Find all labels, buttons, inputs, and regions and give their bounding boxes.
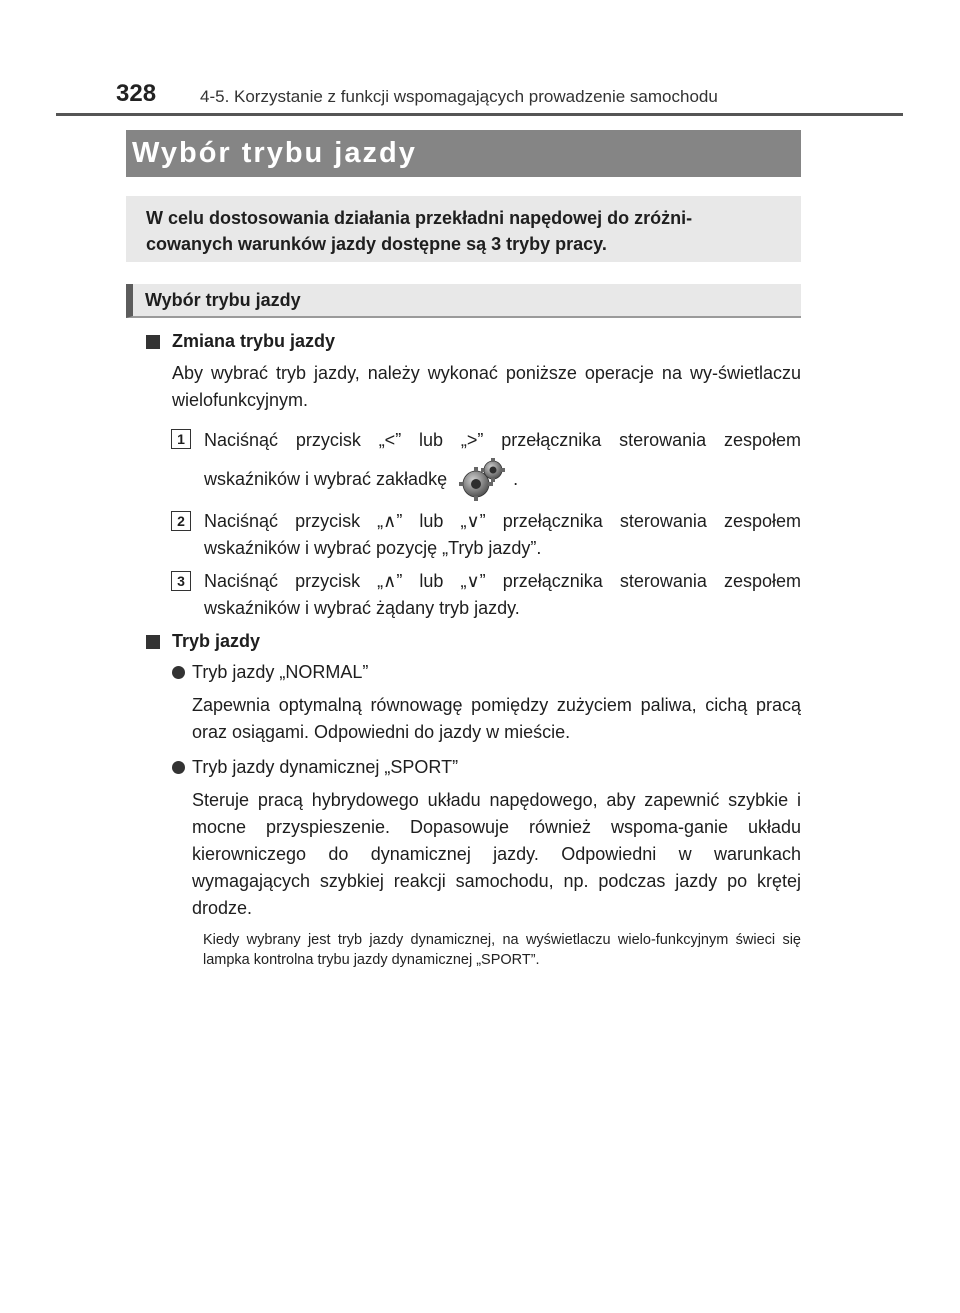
step-3 bbox=[177, 568, 801, 622]
main-content bbox=[145, 326, 801, 970]
running-head: 4-5. Korzystanie z funkcji wspomagających prowadzenie samochodu bbox=[200, 87, 718, 106]
mode-sport-description: Steruje pracą hybrydowego układu napędowego, aby zapewnić szybkie i mocne przyspieszenie. Dopasowuje również wspoma-ganie układu kierowniczego do dynamicznej jazdy. Odpowiedni w warunkach wymagających szybkiej reakcji samochodu, np. podczas jazdy po krętej drodze. bbox=[192, 790, 801, 918]
step-1-text: Naciśnąć przycisk „<” lub „>” przełącznika sterowania zespołem wskaźników i wybrać zakładkę bbox=[204, 430, 801, 489]
step-1-text-end: . bbox=[513, 468, 519, 489]
step-1 bbox=[177, 422, 801, 502]
header-rule bbox=[56, 113, 903, 116]
mode-name: Tryb jazdy dynamicznej „SPORT” bbox=[192, 757, 459, 777]
step-2-text: Naciśnąć przycisk „∧” lub „∨” przełącznika sterowania zespołem wskaźników i wybrać pozycję „Tryb jazdy”. bbox=[204, 511, 801, 558]
intro-box bbox=[126, 196, 801, 262]
page-number: 328 bbox=[116, 80, 157, 107]
step-number-1: 1 bbox=[171, 429, 191, 449]
mode-normal bbox=[192, 659, 801, 686]
step-2 bbox=[177, 508, 801, 562]
mode-normal-description: Zapewnia optymalną równowagę pomiędzy zużyciem paliwa, cichą pracą oraz osiągami. Odpowiedni do jazdy w mieście. bbox=[192, 695, 801, 742]
section-heading-drive-mode bbox=[145, 628, 801, 655]
bullet-icon bbox=[172, 761, 185, 774]
sport-mode-note: Kiedy wybrany jest tryb jazdy dynamicznej, na wyświetlaczu wielo-funkcyjnym świeci się lampka kontrolna trybu jazdy dynamicznej „SPORT”. bbox=[203, 932, 801, 968]
bullet-icon bbox=[172, 666, 185, 679]
step-number-2: 2 bbox=[171, 511, 191, 531]
step-number-3: 3 bbox=[171, 571, 191, 591]
mode-name: Tryb jazdy „NORMAL” bbox=[192, 662, 369, 682]
step-3-text: Naciśnąć przycisk „∧” lub „∨” przełącznika sterowania zespołem wskaźników i wybrać żądany tryb jazdy. bbox=[204, 571, 801, 618]
subsection-title: Wybór trybu jazdy bbox=[126, 284, 801, 318]
intro-line-2: cowanych warunków jazdy dostępne są 3 tryby pracy. bbox=[146, 234, 607, 254]
change-mode-text: Aby wybrać tryb jazdy, należy wykonać poniższe operacje na wy-świetlaczu wielofunkcyjnym. bbox=[172, 363, 801, 410]
gear-icon bbox=[457, 458, 505, 502]
intro-line-1: W celu dostosowania działania przekładni napędowej do zróżni- bbox=[146, 208, 693, 228]
mode-sport bbox=[192, 754, 801, 781]
square-icon bbox=[146, 635, 160, 649]
square-icon bbox=[146, 335, 160, 349]
page-header bbox=[0, 0, 960, 120]
section-heading-text: Tryb jazdy bbox=[172, 631, 261, 651]
page-title: Wybór trybu jazdy bbox=[126, 130, 801, 177]
section-heading-change-mode bbox=[145, 328, 801, 355]
section-heading-text: Zmiana trybu jazdy bbox=[172, 331, 336, 351]
